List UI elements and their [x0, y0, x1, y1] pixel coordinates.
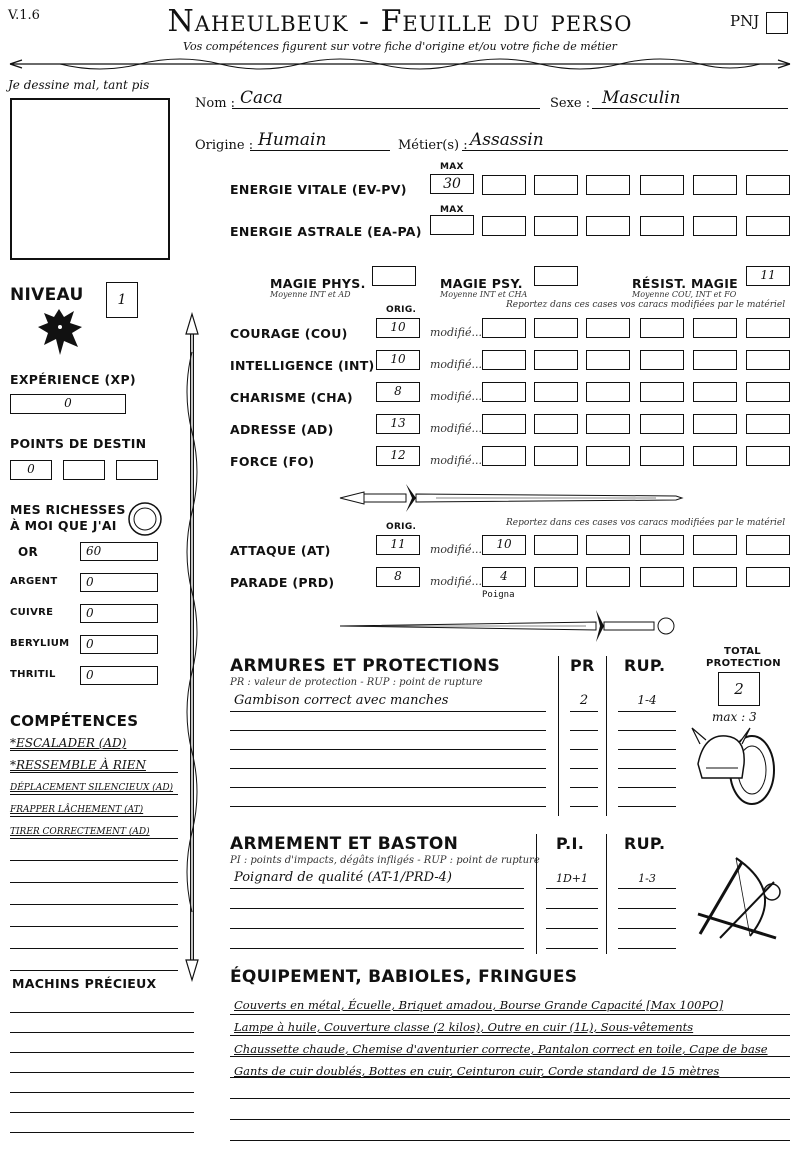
- combat-orig-value: 11: [390, 537, 406, 551]
- armures-divider-2: [606, 656, 607, 816]
- sexe-label: Sexe :: [550, 96, 591, 111]
- carac-mod-box[interactable]: [586, 318, 630, 338]
- carac-modified-label: modifié...: [430, 422, 482, 435]
- carac-mod-box[interactable]: [534, 414, 578, 434]
- niveau-label: NIVEAU: [10, 285, 84, 305]
- header-ornament: [0, 54, 800, 74]
- spear-icon: [182, 312, 202, 982]
- destin-label: POINTS DE DESTIN: [10, 436, 147, 451]
- carac-mod-box[interactable]: [586, 382, 630, 402]
- machins-line[interactable]: [10, 1052, 194, 1053]
- version: V.1.6: [8, 8, 40, 23]
- carac-label: ADRESSE (AD): [230, 422, 334, 437]
- machins-line[interactable]: [10, 1112, 194, 1113]
- competence-item[interactable]: DÉPLACEMENT SILENCIEUX (AD): [10, 783, 174, 793]
- armure-pr-line[interactable]: [570, 787, 598, 788]
- competence-line: [10, 926, 178, 927]
- ev-box[interactable]: [534, 175, 578, 195]
- armure-pr-line[interactable]: [570, 768, 598, 769]
- ev-box[interactable]: [586, 175, 630, 195]
- caracs-orig-label: ORIG.: [386, 305, 417, 315]
- carac-mod-box[interactable]: [640, 350, 684, 370]
- armure-rup-line[interactable]: [618, 768, 676, 769]
- resist-magie-label: RÉSIST. MAGIE: [632, 276, 739, 291]
- magie-phys-note: Moyenne INT et AD: [270, 290, 351, 299]
- competence-line: [10, 772, 178, 773]
- coin-icon: [126, 500, 164, 538]
- carac-mod-box[interactable]: [640, 382, 684, 402]
- richesses-label-1: MES RICHESSES: [10, 502, 126, 517]
- armure-rup-line[interactable]: [618, 749, 676, 750]
- carac-mod-box[interactable]: [586, 350, 630, 370]
- ev-box[interactable]: [482, 175, 526, 195]
- carac-mod-box[interactable]: [693, 382, 737, 402]
- carac-mod-box[interactable]: [693, 446, 737, 466]
- arme-pi-line[interactable]: [546, 948, 598, 949]
- carac-modified-label: modifié...: [430, 454, 482, 467]
- equipement-line-text[interactable]: Chaussette chaude, Chemise d'aventurier correcte, Pantalon correct en toile, Cape de base: [234, 1042, 768, 1056]
- armure-pr-line[interactable]: [570, 711, 598, 712]
- competence-line: [10, 794, 178, 795]
- carac-mod-box[interactable]: [482, 446, 526, 466]
- competence-line: [10, 904, 178, 905]
- carac-label: FORCE (FO): [230, 454, 315, 469]
- equipement-line[interactable]: [230, 1119, 790, 1120]
- total-protection-value: 2: [734, 680, 744, 698]
- competence-item[interactable]: *ESCALADER (AD): [10, 736, 127, 750]
- niveau-value: 1: [117, 292, 127, 308]
- carac-mod-box[interactable]: [534, 446, 578, 466]
- origine-value[interactable]: Humain: [258, 130, 327, 150]
- magie-psy-box[interactable]: [534, 266, 578, 286]
- richesses-label-2: À MOI QUE J'AI: [10, 518, 117, 533]
- richesse-value: 60: [86, 544, 102, 558]
- armure-pr-value: 2: [579, 693, 589, 708]
- portrait-box[interactable]: [10, 98, 170, 260]
- carac-mod-box[interactable]: [482, 414, 526, 434]
- armure-line[interactable]: [230, 806, 546, 807]
- ea-label: ENERGIE ASTRALE (EA-PA): [230, 224, 422, 239]
- equipement-line[interactable]: [230, 1098, 790, 1099]
- combat-orig-value: 8: [394, 569, 402, 583]
- richesse-label: ARGENT: [10, 576, 58, 587]
- origine-line: [250, 150, 390, 151]
- destin-value: 0: [27, 462, 35, 476]
- combat-mod-box[interactable]: [693, 567, 737, 587]
- armure-pr-line[interactable]: [570, 749, 598, 750]
- carac-mod-box[interactable]: [640, 446, 684, 466]
- richesse-label: OR: [18, 545, 39, 559]
- xp-label: EXPÉRIENCE (XP): [10, 372, 136, 387]
- ea-box[interactable]: [746, 216, 790, 236]
- competence-item[interactable]: FRAPPER LÂCHEMENT (AT): [10, 805, 144, 815]
- combat-mod-box[interactable]: [746, 567, 790, 587]
- combat-label: PARADE (PRD): [230, 575, 335, 590]
- machins-label: MACHINS PRÉCIEUX: [12, 976, 157, 991]
- armure-line[interactable]: [230, 730, 546, 731]
- pnj-checkbox[interactable]: [766, 12, 788, 34]
- armure-rup-value: 1-4: [637, 693, 657, 707]
- machins-line[interactable]: [10, 1132, 194, 1133]
- armure-pr-line[interactable]: [570, 806, 598, 807]
- carac-label: CHARISME (CHA): [230, 390, 353, 405]
- armement-divider-2: [606, 834, 607, 954]
- sexe-value[interactable]: Masculin: [602, 88, 681, 108]
- armure-line[interactable]: [230, 787, 546, 788]
- portrait-caption: Je dessine mal, tant pis: [8, 78, 150, 92]
- competence-line: [10, 838, 178, 839]
- pnj-label: PNJ: [730, 12, 760, 30]
- nom-label: Nom :: [195, 96, 236, 111]
- armure-rup-line[interactable]: [618, 730, 676, 731]
- competence-item[interactable]: *RESSEMBLE À RIEN: [10, 758, 146, 772]
- carac-modified-label: modifié...: [430, 390, 482, 403]
- combat-mod-box[interactable]: [586, 535, 630, 555]
- richesse-value: 0: [86, 575, 94, 589]
- combat-mod-box[interactable]: [693, 535, 737, 555]
- carac-orig-value: 10: [390, 352, 406, 366]
- competence-line: [10, 816, 178, 817]
- arme-rup-line[interactable]: [618, 948, 676, 949]
- armure-line[interactable]: [230, 768, 546, 769]
- armure-line[interactable]: [230, 711, 546, 712]
- total-protection-label-2: PROTECTION: [706, 658, 781, 669]
- carac-label: INTELLIGENCE (INT): [230, 358, 375, 373]
- combat-mod-caption: Poigna: [482, 590, 515, 600]
- combat-mod-box[interactable]: [586, 567, 630, 587]
- armures-divider-1: [558, 656, 559, 816]
- carac-orig-value: 13: [390, 416, 406, 430]
- magie-psy-note: Moyenne INT et CHA: [440, 290, 528, 299]
- equipement-line-text[interactable]: Couverts en métal, Écuelle, Briquet amadou, Bourse Grande Capacité [Max 100PO]: [234, 998, 724, 1012]
- arme-rup-line[interactable]: [618, 908, 676, 909]
- competences-label: COMPÉTENCES: [10, 712, 139, 730]
- armures-pr-label: PR: [570, 656, 595, 675]
- metier-label: Métier(s) :: [398, 138, 468, 153]
- ev-label: ENERGIE VITALE (EV-PV): [230, 182, 407, 197]
- equipement-line-text[interactable]: Gants de cuir doublés, Bottes en cuir, Ceinturon cuir, Corde standard de 15 mètres: [234, 1064, 720, 1078]
- combat-mod-value: 10: [496, 537, 512, 551]
- page-title: Naheulbeuk - Feuille du perso: [167, 4, 633, 39]
- total-protection-label-1: TOTAL: [724, 646, 761, 657]
- combat-label: ATTAQUE (AT): [230, 543, 331, 558]
- armures-label: ARMURES ET PROTECTIONS: [230, 656, 501, 676]
- competence-line: [10, 948, 178, 949]
- richesse-value: 0: [86, 668, 94, 682]
- resist-magie-note: Moyenne COU, INT et FO: [632, 290, 737, 299]
- magie-phys-label: MAGIE PHYS.: [270, 276, 366, 291]
- magie-phys-box[interactable]: [372, 266, 416, 286]
- competence-line: [10, 750, 178, 751]
- carac-mod-box[interactable]: [693, 350, 737, 370]
- ev-max-label: MAX: [440, 162, 464, 172]
- carac-mod-box[interactable]: [482, 382, 526, 402]
- metier-value[interactable]: Assassin: [470, 130, 544, 150]
- carac-mod-box[interactable]: [746, 350, 790, 370]
- carac-mod-box[interactable]: [640, 318, 684, 338]
- destin-box[interactable]: [63, 460, 105, 480]
- armement-pi-label: P.I.: [556, 834, 585, 853]
- arme-pi-line[interactable]: [546, 928, 598, 929]
- carac-modified-label: modifié...: [430, 326, 482, 339]
- equipement-line[interactable]: [230, 1035, 790, 1036]
- competence-item[interactable]: TIRER CORRECTEMENT (AD): [10, 827, 150, 837]
- competence-line: [10, 860, 178, 861]
- carac-orig-value: 12: [390, 448, 406, 462]
- richesse-value: 0: [86, 637, 94, 651]
- carac-mod-box[interactable]: [482, 318, 526, 338]
- richesse-label: CUIVRE: [10, 607, 54, 618]
- ev-box[interactable]: [693, 175, 737, 195]
- richesse-label: BERYLIUM: [10, 638, 70, 649]
- ev-max-value: 30: [443, 176, 461, 192]
- armement-rup-label: RUP.: [624, 834, 666, 853]
- armure-pr-line[interactable]: [570, 730, 598, 731]
- nom-line: [232, 108, 540, 109]
- arme-line[interactable]: [230, 908, 524, 909]
- combat-mod-box[interactable]: [640, 567, 684, 587]
- armement-divider-1: [536, 834, 537, 954]
- carac-modified-label: modifié...: [430, 358, 482, 371]
- armement-note: PI : points d'impacts, dégâts infligés - RUP : point de rupture: [230, 855, 540, 866]
- combat-mod-value: 4: [500, 569, 508, 583]
- equipement-line[interactable]: [230, 1014, 790, 1015]
- arme-line[interactable]: [230, 948, 524, 949]
- magie-psy-label: MAGIE PSY.: [440, 276, 523, 291]
- arme-pi-line[interactable]: [546, 908, 598, 909]
- armures-note: PR : valeur de protection - RUP : point de rupture: [230, 677, 483, 688]
- carac-mod-box[interactable]: [746, 382, 790, 402]
- combat-modified-label: modifié...: [430, 543, 482, 556]
- sword-icon: [336, 478, 686, 518]
- ea-max-box[interactable]: [430, 215, 474, 235]
- carac-mod-box[interactable]: [640, 414, 684, 434]
- page-subtitle: Vos compétences figurent sur votre fiche d'origine et/ou votre fiche de métier: [183, 40, 617, 53]
- arme-line[interactable]: [230, 928, 524, 929]
- ea-box[interactable]: [534, 216, 578, 236]
- arme-rup-line[interactable]: [618, 928, 676, 929]
- arme-name: Poignard de qualité (AT-1/PRD-4): [234, 870, 452, 885]
- armure-rup-line[interactable]: [618, 711, 676, 712]
- carac-mod-box[interactable]: [586, 414, 630, 434]
- armement-label: ARMEMENT ET BASTON: [230, 834, 459, 854]
- dragon-icon: [34, 305, 84, 361]
- combat-note: Reportez dans ces cases vos caracs modifiées par le matériel: [506, 518, 786, 528]
- equipement-line[interactable]: [230, 1140, 790, 1141]
- arme-pi-line[interactable]: [546, 888, 598, 889]
- combat-mod-box[interactable]: [534, 567, 578, 587]
- combat-orig-label: ORIG.: [386, 522, 417, 532]
- armure-name: Gambison correct avec manches: [234, 693, 449, 708]
- sexe-line: [592, 108, 788, 109]
- resist-magie-value: 11: [760, 268, 776, 282]
- nom-value[interactable]: Caca: [240, 88, 283, 108]
- equipement-line[interactable]: [230, 1077, 790, 1078]
- ea-box[interactable]: [586, 216, 630, 236]
- destin-box[interactable]: [116, 460, 158, 480]
- carac-mod-box[interactable]: [534, 382, 578, 402]
- total-protection-max: max : 3: [712, 710, 757, 724]
- combat-mod-box[interactable]: [640, 535, 684, 555]
- carac-mod-box[interactable]: [693, 318, 737, 338]
- weapons-icon: [690, 852, 790, 942]
- carac-mod-box[interactable]: [482, 350, 526, 370]
- equipement-label: ÉQUIPEMENT, BABIOLES, FRINGUES: [230, 967, 578, 987]
- carac-mod-box[interactable]: [534, 350, 578, 370]
- armure-line[interactable]: [230, 749, 546, 750]
- carac-mod-box[interactable]: [746, 414, 790, 434]
- machins-line[interactable]: [10, 1032, 194, 1033]
- caracs-note: Reportez dans ces cases vos caracs modifiées par le matériel: [506, 300, 786, 310]
- combat-mod-box[interactable]: [534, 535, 578, 555]
- carac-mod-box[interactable]: [693, 414, 737, 434]
- machins-line[interactable]: [10, 1012, 194, 1013]
- richesse-label: THRITIL: [10, 669, 56, 680]
- equipement-line-text[interactable]: Lampe à huile, Couverture classe (2 kilos), Outre en cuir (1L), Sous-vêtements: [234, 1020, 694, 1034]
- origine-label: Origine :: [195, 138, 254, 153]
- helmet-shield-icon: [690, 724, 780, 810]
- combat-mod-box[interactable]: [746, 535, 790, 555]
- sword-icon-2: [336, 606, 686, 646]
- machins-line[interactable]: [10, 1092, 194, 1093]
- armure-rup-line[interactable]: [618, 787, 676, 788]
- carac-mod-box[interactable]: [586, 446, 630, 466]
- ea-box[interactable]: [693, 216, 737, 236]
- xp-value: 0: [64, 396, 72, 410]
- ev-box[interactable]: [640, 175, 684, 195]
- metier-line: [462, 150, 788, 151]
- carac-mod-box[interactable]: [746, 446, 790, 466]
- carac-mod-box[interactable]: [534, 318, 578, 338]
- machins-line[interactable]: [10, 1072, 194, 1073]
- ea-box[interactable]: [482, 216, 526, 236]
- carac-orig-value: 8: [394, 384, 402, 398]
- richesse-value: 0: [86, 606, 94, 620]
- carac-orig-value: 10: [390, 320, 406, 334]
- equipement-line[interactable]: [230, 1056, 790, 1057]
- carac-mod-box[interactable]: [746, 318, 790, 338]
- competence-line: [10, 970, 178, 971]
- arme-rup-value: 1-3: [638, 872, 656, 885]
- ea-max-label: MAX: [440, 205, 464, 215]
- arme-line[interactable]: [230, 888, 524, 889]
- carac-label: COURAGE (COU): [230, 326, 348, 341]
- arme-pi-value: 1D+1: [555, 872, 589, 885]
- ea-box[interactable]: [640, 216, 684, 236]
- ev-box[interactable]: [746, 175, 790, 195]
- combat-modified-label: modifié...: [430, 575, 482, 588]
- arme-rup-line[interactable]: [618, 888, 676, 889]
- armure-rup-line[interactable]: [618, 806, 676, 807]
- competence-line: [10, 882, 178, 883]
- armures-rup-label: RUP.: [624, 656, 666, 675]
